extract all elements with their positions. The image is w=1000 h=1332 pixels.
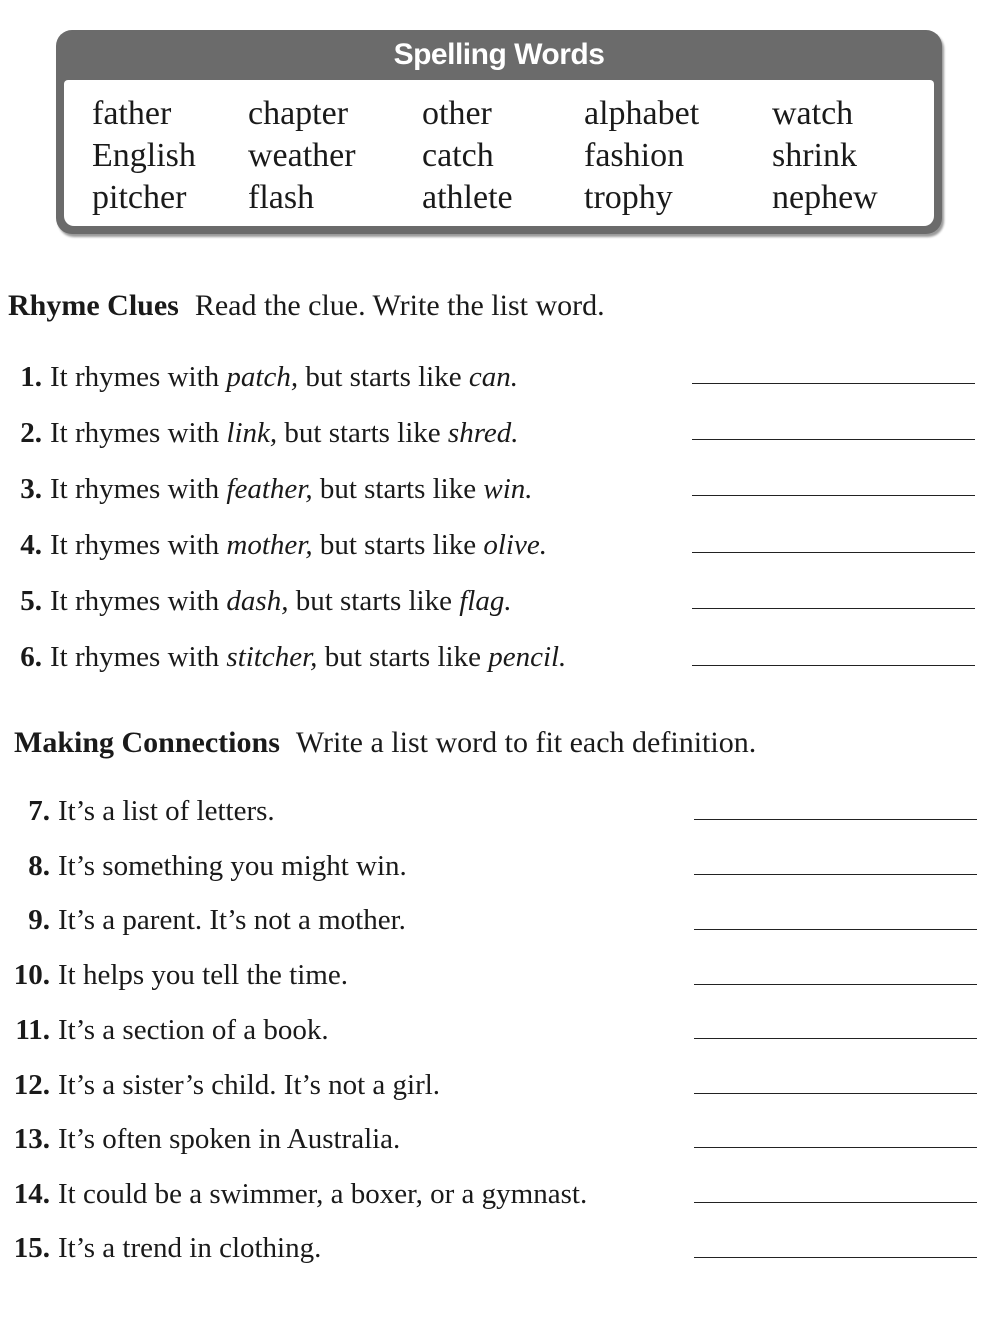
question-number: 7. xyxy=(28,795,50,827)
question-text: but starts like xyxy=(298,361,469,393)
making-connections-title: Making Connections xyxy=(14,726,280,759)
spelling-word: watch xyxy=(772,95,854,132)
question-number: 13. xyxy=(13,1123,50,1155)
question-number: 2. xyxy=(20,417,42,449)
answer-line-12[interactable] xyxy=(694,1093,977,1094)
question-number: 15. xyxy=(13,1232,50,1264)
question-text: It’s a section of a book. xyxy=(58,1014,329,1046)
spelling-word: weather xyxy=(248,137,356,174)
question-number: 10. xyxy=(13,959,50,991)
spelling-word: trophy xyxy=(584,179,673,216)
question-text: It’s a trend in clothing. xyxy=(58,1232,322,1264)
answer-line-4[interactable] xyxy=(692,552,975,553)
connection-question-11 xyxy=(10,1013,329,1047)
question-text: It’s a sister’s child. It’s not a girl. xyxy=(58,1069,441,1101)
answer-line-11[interactable] xyxy=(694,1038,977,1039)
start-word: flag. xyxy=(459,585,512,617)
start-word: win. xyxy=(483,473,533,505)
question-number: 11. xyxy=(15,1014,50,1046)
connection-question-7 xyxy=(10,794,275,828)
question-number: 14. xyxy=(13,1178,50,1210)
rhyme-word: feather, xyxy=(226,473,313,505)
question-text: It rhymes with xyxy=(50,417,227,449)
question-number: 4. xyxy=(20,529,42,561)
rhyme-question-1 xyxy=(14,360,518,394)
rhyme-word: patch, xyxy=(226,361,299,393)
question-text: It helps you tell the time. xyxy=(58,959,348,991)
spelling-word: nephew xyxy=(772,179,878,216)
rhyme-question-5 xyxy=(14,584,512,618)
spelling-word: athlete xyxy=(422,179,513,216)
spelling-word: other xyxy=(422,95,492,132)
spelling-word: shrink xyxy=(772,137,857,174)
question-text: It’s a list of letters. xyxy=(58,795,275,827)
connection-question-15 xyxy=(10,1231,321,1265)
answer-line-5[interactable] xyxy=(692,608,975,609)
question-number: 8. xyxy=(28,850,50,882)
start-word: can. xyxy=(468,361,518,393)
answer-line-14[interactable] xyxy=(694,1202,977,1203)
start-word: shred. xyxy=(447,417,519,449)
rhyme-clues-heading xyxy=(8,288,605,324)
spelling-word: English xyxy=(92,137,196,174)
question-text: It could be a swimmer, a boxer, or a gymnast. xyxy=(58,1178,588,1210)
making-connections-heading xyxy=(14,725,756,761)
making-connections-instruction: Write a list word to fit each definition. xyxy=(295,726,757,759)
question-number: 5. xyxy=(20,585,42,617)
spelling-words-title: Spelling Words xyxy=(393,38,605,71)
rhyme-word: dash, xyxy=(226,585,289,617)
question-text: but starts like xyxy=(277,417,448,449)
answer-line-10[interactable] xyxy=(694,984,977,985)
question-text: but starts like xyxy=(288,585,460,617)
question-text: It rhymes with xyxy=(50,473,227,505)
spelling-word: pitcher xyxy=(92,179,187,216)
rhyme-question-2 xyxy=(14,416,519,450)
answer-line-6[interactable] xyxy=(692,665,975,666)
question-number: 3. xyxy=(20,473,42,505)
answer-line-15[interactable] xyxy=(694,1257,977,1258)
connection-question-8 xyxy=(10,849,407,883)
rhyme-question-6 xyxy=(14,640,566,674)
answer-line-7[interactable] xyxy=(694,819,977,820)
answer-line-8[interactable] xyxy=(694,874,977,875)
answer-line-2[interactable] xyxy=(692,439,975,440)
connection-question-9 xyxy=(10,903,406,937)
question-number: 6. xyxy=(20,641,42,673)
rhyme-word: mother, xyxy=(226,529,313,561)
answer-line-13[interactable] xyxy=(694,1147,977,1148)
connection-question-13 xyxy=(10,1122,400,1156)
spelling-word: alphabet xyxy=(584,95,700,132)
spelling-word: fashion xyxy=(584,137,685,174)
question-text: It rhymes with xyxy=(50,641,227,673)
spelling-word: catch xyxy=(422,137,494,174)
start-word: olive. xyxy=(483,529,547,561)
rhyme-word: stitcher, xyxy=(226,641,318,673)
question-text: It’s something you might win. xyxy=(58,850,407,882)
question-number: 9. xyxy=(28,904,50,936)
question-text: It rhymes with xyxy=(50,585,227,617)
connection-question-12 xyxy=(10,1068,440,1102)
rhyme-word: link, xyxy=(226,417,278,449)
question-text: but starts like xyxy=(317,641,489,673)
rhyme-question-3 xyxy=(14,472,533,506)
rhyme-question-4 xyxy=(14,528,547,562)
spelling-word: flash xyxy=(248,179,315,216)
question-text: It rhymes with xyxy=(50,361,227,393)
question-text: It’s a parent. It’s not a mother. xyxy=(58,904,406,936)
question-text: It’s often spoken in Australia. xyxy=(58,1123,401,1155)
answer-line-1[interactable] xyxy=(692,383,975,384)
connection-question-14 xyxy=(10,1177,587,1211)
spelling-word: father xyxy=(92,95,172,132)
question-number: 1. xyxy=(20,361,42,393)
start-word: pencil. xyxy=(488,641,567,673)
rhyme-clues-instruction: Read the clue. Write the list word. xyxy=(194,289,605,322)
connection-question-10 xyxy=(10,958,348,992)
rhyme-clues-title: Rhyme Clues xyxy=(8,289,179,322)
question-text: but starts like xyxy=(312,473,484,505)
question-text: It rhymes with xyxy=(50,529,227,561)
answer-line-3[interactable] xyxy=(692,495,975,496)
question-text: but starts like xyxy=(312,529,484,561)
spelling-word: chapter xyxy=(248,95,349,132)
question-number: 12. xyxy=(13,1069,50,1101)
answer-line-9[interactable] xyxy=(694,929,977,930)
